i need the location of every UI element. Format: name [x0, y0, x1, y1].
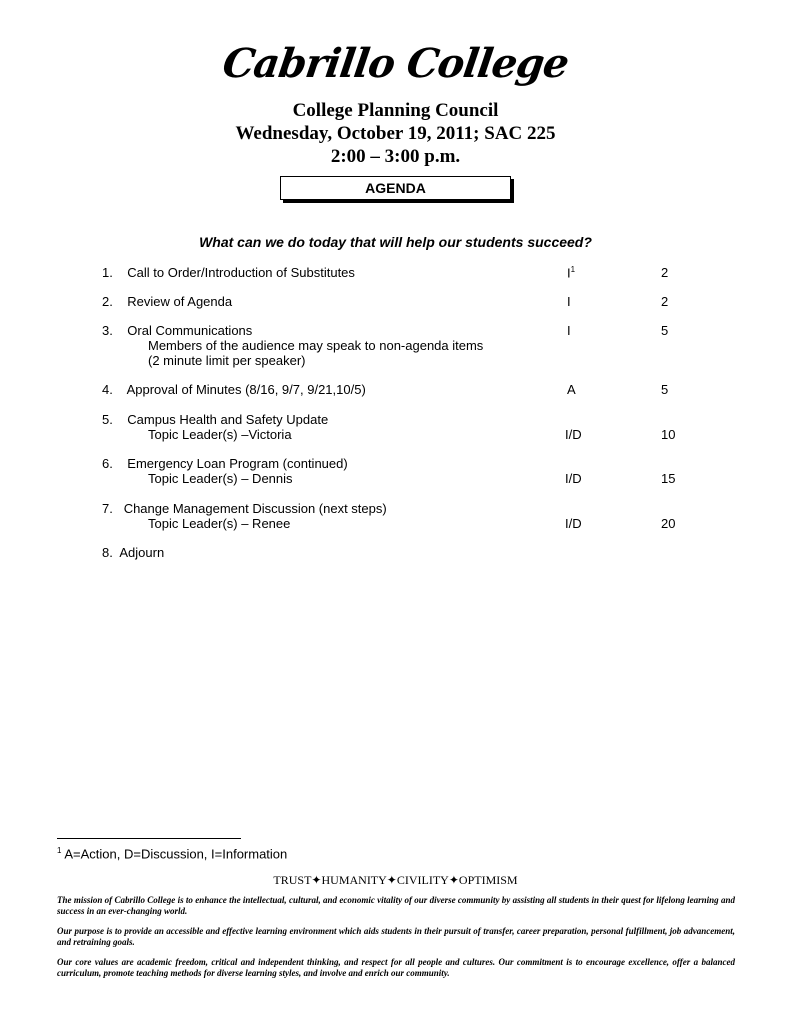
purpose-statement: Our purpose is to provide an accessible and effective learning environment which aids students in their pursuit of transfer, career preparation, personal fulfillment, job advancement, and retraining goals. [57, 926, 735, 947]
item-minutes: 5 [661, 323, 669, 338]
council-title: College Planning Council [292, 100, 499, 121]
college-logo: Cabrillo College [219, 40, 572, 87]
item-detail: Topic Leader(s) –Victoria [148, 427, 292, 442]
item-title: Emergency Loan Program (continued) [127, 456, 348, 471]
item-detail: Topic Leader(s) – Dennis [148, 471, 293, 486]
item-code: I [567, 323, 571, 338]
item-code: A [567, 382, 576, 397]
footnote-ref: 1 [570, 265, 576, 274]
agenda-item [102, 412, 328, 427]
item-detail: (2 minute limit per speaker) [148, 353, 306, 368]
agenda-item [102, 265, 355, 280]
item-title: Approval of Minutes (8/16, 9/7, 9/21,10/5) [126, 382, 366, 397]
item-detail: Topic Leader(s) – Renee [148, 516, 291, 531]
item-minutes: 15 [661, 471, 676, 486]
footnote-mark: 1 [57, 846, 62, 855]
item-number: 4. [102, 382, 113, 397]
item-title: Review of Agenda [127, 294, 233, 309]
item-number: 3. [102, 323, 113, 338]
item-title: Call to Order/Introduction of Substitutes [127, 265, 355, 280]
item-minutes: 10 [661, 427, 676, 442]
agenda-item [102, 501, 387, 516]
meeting-date: Wednesday, October 19, 2011; SAC 225 [235, 123, 556, 144]
agenda-item [102, 456, 348, 471]
item-code: I/D [565, 516, 582, 531]
item-number: 1. [102, 265, 113, 280]
agenda-item [102, 382, 366, 397]
item-title: Change Management Discussion (next steps) [123, 501, 387, 516]
item-title: Oral Communications [127, 323, 253, 338]
agenda-heading: AGENDA [280, 176, 511, 200]
item-code: I/D [565, 471, 582, 486]
item-minutes: 2 [661, 294, 669, 309]
agenda-item [102, 323, 252, 338]
item-number: 7. [102, 501, 113, 516]
values-line: TRUST✦HUMANITY✦CIVILITY✦OPTIMISM [273, 873, 518, 887]
item-number: 6. [102, 456, 113, 471]
item-number: 8. [102, 545, 113, 560]
agenda-item [102, 545, 164, 560]
mission-statement: The mission of Cabrillo College is to enhance the intellectual, cultural, and economic vitality of our diverse community by assisting all students in their quest for lifelong learning and success in an ever-changing world. [57, 895, 735, 916]
item-code: $I^1$ [567, 265, 576, 281]
item-code: I/D [565, 427, 582, 442]
item-code: I [567, 294, 571, 309]
footnote [57, 846, 287, 861]
item-detail: Members of the audience may speak to non-agenda items [148, 338, 484, 353]
item-title: Adjourn [119, 545, 165, 560]
item-number: 2. [102, 294, 113, 309]
item-minutes: 2 [661, 265, 669, 280]
guiding-question: What can we do today that will help our students succeed? [199, 234, 592, 250]
meeting-time: 2:00 – 3:00 p.m. [330, 146, 461, 167]
agenda-item [102, 294, 232, 309]
footnote-divider [57, 838, 241, 839]
item-minutes: 20 [661, 516, 676, 531]
item-minutes: 5 [661, 382, 669, 397]
footnote-text: A=Action, D=Discussion, I=Information [64, 846, 288, 862]
core-values-statement: Our core values are academic freedom, critical and independent thinking, and respect for all people and cultures. Our commitment is to encourage excellence, offer a balanced curriculum, promote teaching methods for diverse learning styles, and involve and enrich our community. [57, 957, 735, 978]
item-title: Campus Health and Safety Update [127, 412, 329, 427]
item-number: 5. [102, 412, 113, 427]
